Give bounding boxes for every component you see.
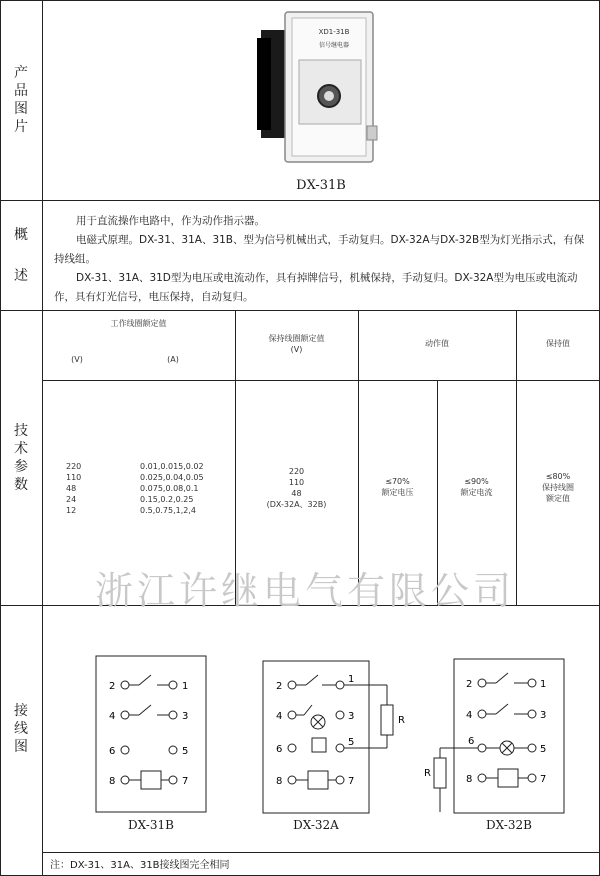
pin-label: 7 [182, 776, 189, 787]
pin-label: 2 [109, 681, 116, 692]
company-watermark: 浙江许继电气有限公司 [94, 569, 515, 613]
current-list [140, 461, 235, 516]
voltage-value: 220 [66, 462, 82, 471]
hold-rating-value: 220 [288, 467, 305, 476]
hold-coil-unit: (V) [290, 345, 303, 354]
voltage-value: 12 [66, 506, 77, 515]
overview-paragraph: 电磁式原理。DX-31、31A、31B、型为信号机械出式，手动复归。DX-32A与DX-32B型为灯光指示式，有保持线组。 [54, 234, 585, 265]
diagram-caption-dx32b: DX-32B [486, 818, 532, 832]
pin-label: 8 [276, 776, 283, 787]
work-coil-header: 工作线圈额定值 [110, 319, 167, 328]
hold-coil-title: 保持线圈额定值 [268, 334, 325, 343]
product-photo [255, 8, 385, 170]
hold-value-header: 保持值 [546, 339, 570, 348]
overview-text [54, 212, 589, 307]
hold-rating-list [235, 466, 358, 510]
overview-paragraph: DX-31、31A、31D型为电压或电流动作，具有掉牌信号，机械保持，手动复归。DX-32A型为电压或电流动作，具有灯光信号，电压保持，自动复归。 [54, 272, 578, 303]
pin-label: 4 [466, 710, 473, 721]
pin-label: 6 [276, 744, 283, 755]
resistor-label: R [424, 768, 431, 779]
pin-label: 6 [468, 736, 475, 747]
pin-label: 2 [276, 681, 283, 692]
pin-label: 5 [182, 746, 189, 757]
overview-paragraph: 用于直流操作电路中，作为动作指示器。 [76, 215, 265, 227]
pin-label: 4 [109, 711, 116, 722]
wiring-section-label: 接 线 图 [14, 702, 28, 755]
current-value: 0.5,0.75,1,2,4 [140, 506, 196, 515]
action-voltage-percent: ≤70% [385, 477, 410, 486]
action-voltage-desc: 额定电压 [381, 488, 414, 497]
pin-label: 3 [540, 710, 547, 721]
diagram-caption-dx31b: DX-31B [128, 818, 174, 832]
current-value: 0.075,0.08,0.1 [140, 484, 199, 493]
current-value: 0.15,0.2,0.25 [140, 495, 194, 504]
picture-caption: DX-31B [296, 178, 346, 193]
pin-label: 1 [182, 681, 189, 692]
wiring-diagram-dx31b [95, 655, 207, 813]
action-current-percent: ≤90% [464, 477, 489, 486]
hold-rating-value: 48 [291, 489, 302, 498]
pin-label: 5 [540, 744, 547, 755]
overview-section-label: 概 述 [14, 226, 28, 284]
hold-percent-value: ≤80% [545, 472, 571, 481]
voltage-value: 24 [66, 495, 77, 504]
hold-percent-line: 保持线圈 [542, 483, 574, 492]
pin-label: 8 [109, 776, 116, 787]
tech-section-label: 技 术 参 数 [14, 422, 28, 493]
pin-label: 4 [276, 711, 283, 722]
resistor-label: R [398, 715, 405, 726]
current-value: 0.025,0.04,0.05 [140, 473, 204, 482]
voltage-list [66, 461, 96, 516]
hold-percent-line: 额定值 [546, 494, 570, 503]
action-voltage-cell [358, 476, 437, 498]
picture-section-label: 产 品 图 片 [14, 65, 28, 135]
action-current-cell [437, 476, 516, 498]
pin-label: 7 [348, 776, 355, 787]
current-value: 0.01,0.015,0.02 [140, 462, 204, 471]
device-model-text: XD1-31B [318, 28, 350, 36]
voltage-unit-header: (V) [71, 355, 83, 364]
diagram-caption-dx32a: DX-32A [293, 818, 339, 832]
device-subtitle-text: 信号继电器 [318, 42, 349, 49]
hold-rating-value: 110 [288, 478, 305, 487]
wiring-diagram-dx32b [420, 658, 570, 814]
wiring-note: 注：DX-31、31A、31B接线图完全相同 [50, 860, 230, 871]
wiring-diagram-dx32a [262, 660, 412, 814]
action-value-header: 动作值 [425, 339, 449, 348]
pin-label: 1 [540, 679, 547, 690]
pin-label: 8 [466, 774, 473, 785]
pin-label: 1 [348, 674, 355, 685]
hold-rating-value: (DX-32A、32B) [266, 500, 327, 509]
hold-percent-cell [516, 471, 600, 504]
pin-label: 5 [348, 737, 355, 748]
pin-label: 3 [182, 711, 189, 722]
pin-label: 2 [466, 679, 473, 690]
voltage-value: 48 [66, 484, 77, 493]
hold-coil-header [235, 333, 358, 355]
action-current-desc: 额定电流 [460, 488, 493, 497]
pin-label: 6 [109, 746, 116, 757]
pin-label: 7 [540, 774, 547, 785]
pin-label: 3 [348, 711, 355, 722]
voltage-value: 110 [66, 473, 82, 482]
current-unit-header: (A) [167, 355, 179, 364]
